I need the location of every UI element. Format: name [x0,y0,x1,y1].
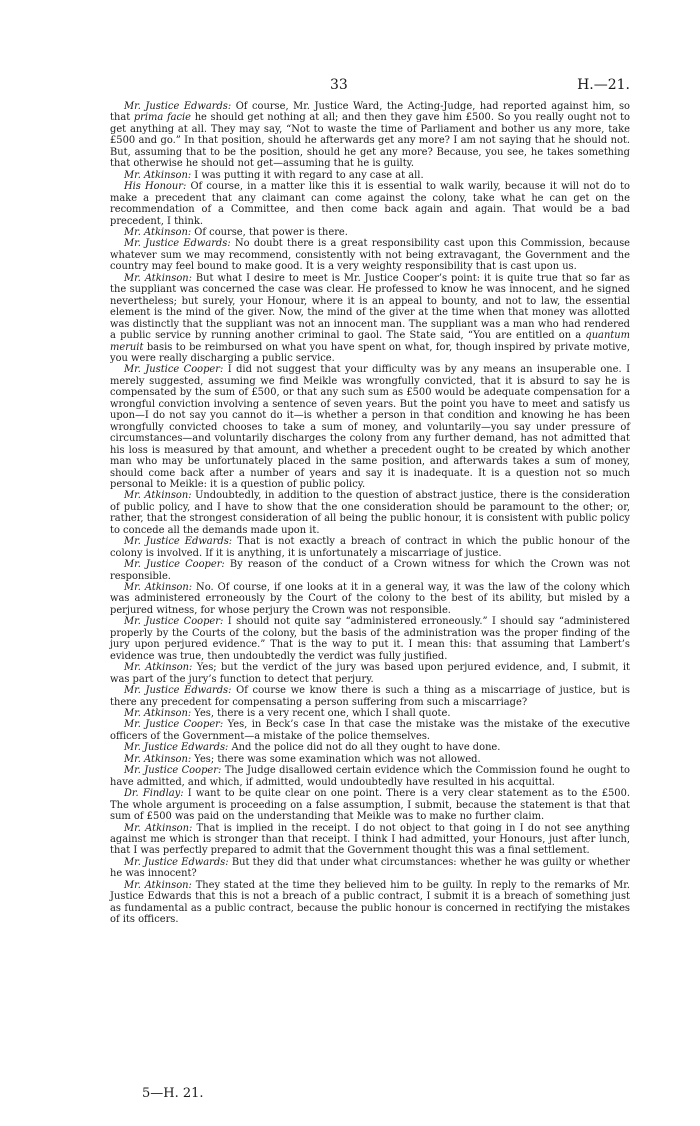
speaker-name: Mr. Atkinson: [124,490,192,502]
speech-text: Of course, Mr. Justice Ward, the Acting-Judge, had reported against him, so that [110,101,630,124]
paragraph [110,823,630,857]
speaker-name: Mr. Justice Cooper: [124,765,222,777]
paragraph [110,662,630,685]
speaker-name: Mr. Justice Cooper: [124,559,225,571]
speech-text: Yes, in Beck’s case In that case the mistake was the mistake of the executive officers of the Government—a mistake of the police themselves. [110,719,630,742]
speaker-name: Mr. Justice Cooper: [124,364,224,376]
speaker-name: Mr. Justice Edwards: [124,856,229,868]
speech-text: The Judge disallowed certain evidence which the Commission found he ought to have admitted, and which, if admitted, would undoubtedly have resulted in his acquittal. [110,765,630,788]
paragraph [110,742,630,753]
speech-text: But they did that under what circumstances: whether he was guilty or whether he was innocent? [110,856,630,880]
speaker-name: Mr. Justice Edwards: [124,685,232,697]
paragraph [110,616,630,662]
speech-text: Undoubtedly, in addition to the question of abstract justice, there is the consideration of public policy, and I have to show that the one consideration should be paramount to the other; or, rather, that the strongest consideration of all being the public honour, it is consistent with public policy to concede all the demands made upon it. [110,490,630,536]
latin-phrase: quantum meruit [110,330,630,353]
signature-mark: 5—H. 21. [142,1086,204,1101]
paragraph [110,181,630,227]
speech-text: No. Of course, if one looks at it in a general way, it was the law of the colony which was administered erroneously by the Court of the colony to the best of its ability, but misled by a perjured witness, for whose perjury the Crown was not responsible. [110,582,630,616]
speaker-name: Mr. Atkinson: [124,753,192,765]
paragraph [110,364,630,490]
speaker-name: Mr. Atkinson: [124,582,193,594]
paragraph [110,685,630,708]
speech-text: I want to be quite clear on one point. There is a very clear statement as to the £500. The whole argument is proceeding on a false assumption, I submit, because the statement is that that sum of £500 was paid on the understanding that Meikle was to make no further claim. [110,788,630,823]
speech-text: They stated at the time they believed him to be guilty. In reply to the remarks of Mr. Justice Edwards that this is not a breach of a public contract, I submit it is a breach of something just as fundamental as a public contract, because the public honour is concerned in rectifying the mistakes of its officers. [110,879,630,926]
paragraph [110,754,630,765]
speech-text: he should get nothing at all; and then they gave him £500. So you really ought not to get anything at all. They may say, “Not to waste the time of Parliament and bother us any more, take £500 and go.” In that position, should he afterwards get any more? I am not saying that he should not. But, assuming that to be the position, should he get any more? Because, you see, he takes something that otherwise he should not get—assuming that he is guilty. [110,112,630,170]
speaker-name: Mr. Atkinson: [124,226,192,238]
paragraph [110,719,630,742]
speech-text: Yes; but the verdict of the jury was based upon perjured evidence, and, I submit, it was part of the jury’s function to detect that perjury. [110,662,630,685]
transcript-body [110,101,630,926]
speech-text: But what I desire to meet is Mr. Justice Cooper’s point: it is quite true that so far as the suppliant was concerned the case was clear. He professed to know he was innocent, and he signed nevertheless; but surely, your Honour, where it is an appeal to bounty, and not to law, the essential element is the mind of the giver. Now, the mind of the giver at the time when that money was allotted was distinctly that the suppliant was not an innocent man. The suppliant was a man who had rendered a public service by running another criminal to gaol. The State said, “You are entitled on a [110,272,630,342]
speaker-name: Mr. Justice Cooper: [124,616,224,628]
speaker-name: Mr. Atkinson: [124,879,192,891]
paragraph [110,582,630,616]
paragraph [110,708,630,719]
speech-text: I should not quite say “administered erroneously.” I should say “administered properly by the Courts of the colony, but the basis of the administration was the proper finding of the jury upon perjured evidence.” That is the way to put it. I mean this: that assuming that Lambert’s evidence was true, then undoubtedly the verdict was fully justified. [110,616,630,662]
speech-text: No doubt there is a great responsibility cast upon this Commission, because whatever sum we may recommend, consistently with not being extravagant, the Government and the country may feel bound to make good. It is a very weighty responsibility that is cast upon us. [110,238,630,273]
paragraph [110,880,630,926]
speaker-name: Mr. Atkinson: [124,169,192,181]
speaker-name: His Honour: [124,181,187,193]
speaker-name: Dr. Findlay: [124,788,184,800]
speech-text: Of course we know there is such a thing as a miscarriage of justice, but is there any precedent for compensating a person suffering from such a miscarriage? [110,685,630,708]
speech-text: basis to be reimbursed on what you have spent on what, for, though inspired by private motive, you were really discharging a public service. [110,341,630,364]
paragraph [110,536,630,559]
speech-text: By reason of the conduct of a Crown witness for which the Crown was not responsible. [110,559,630,582]
paragraph [110,788,630,822]
speech-text: I was putting it with regard to any case at all. [191,169,424,181]
paragraph [110,238,630,272]
speaker-name: Mr. Atkinson: [124,272,192,284]
speech-text: I did not suggest that your difficulty was by any means an insuperable one. I merely suggested, assuming we find Meikle was wrongfully convicted, that it is absurd to say he is compensated by the sum of £500, or that any such sum as £500 would be adequate compensation for a wrongful conviction involving a sentence of seven years. But the point you have to meet and satisfy us upon—I do not say you cannot do it—is whether a person in that condition and knowing he has been wrongfully convicted chooses to take a sum of money, and voluntarily—you say under pressure of circumstances—and voluntarily discharges the colony from any further demand, has not admitted that his loss is measured by that amount, and whether a precedent ought to be created by which another man who may be unfortunately placed in the same position, and afterwards takes a sum of money, should come back after a number of years and say it is inadequate. It is a question not so much personal to Meikle: it is a question of public policy. [110,364,630,490]
speaker-name: Mr. Justice Edwards: [124,536,233,548]
speech-text: That is not exactly a breach of contract in which the public honour of the colony is involved. If it is anything, it is unfortunately a miscarriage of justice. [110,536,631,559]
page-header [110,77,630,97]
paragraph [110,273,630,365]
speech-text: That is implied in the receipt. I do not object to that going in I do not see anything against me which is stronger than that receipt. I think I had admitted, your Honours, just after lunch, that I was perfectly prepared to admit that the Government thought this was a final settlement. [110,822,630,857]
speaker-name: Mr. Justice Edwards: [124,238,231,250]
speaker-name: Mr. Atkinson: [124,662,193,674]
paragraph [110,101,630,170]
page-number: 33 [330,77,348,93]
paragraph [110,857,630,880]
speaker-name: Mr. Atkinson: [124,708,192,720]
speech-text: Yes; there was some examination which was not allowed. [191,753,481,765]
speaker-name: Mr. Justice Edwards: [124,101,232,112]
paragraph [110,490,630,536]
paragraph [110,170,630,181]
speech-text: And the police did not do all they ought to have done. [228,742,501,754]
paragraph [110,559,630,582]
paragraph [110,227,630,238]
speaker-name: Mr. Justice Cooper: [124,719,224,731]
speaker-name: Mr. Justice Edwards: [124,742,229,754]
speech-text: Of course, that power is there. [191,226,348,238]
speaker-name: Mr. Atkinson: [124,822,193,834]
document-reference: H.—21. [577,77,630,93]
latin-phrase: prima facie [133,112,192,124]
speech-text: Of course, in a matter like this it is essential to walk warily, because it will not do to make a precedent that any claimant can come against the colony, take what he can get on the recommendation of a Committee, and then come back again and again. That would be a bad precedent, I think. [110,181,630,227]
paragraph [110,765,630,788]
speech-text: Yes, there is a very recent one, which I shall quote. [191,708,451,720]
